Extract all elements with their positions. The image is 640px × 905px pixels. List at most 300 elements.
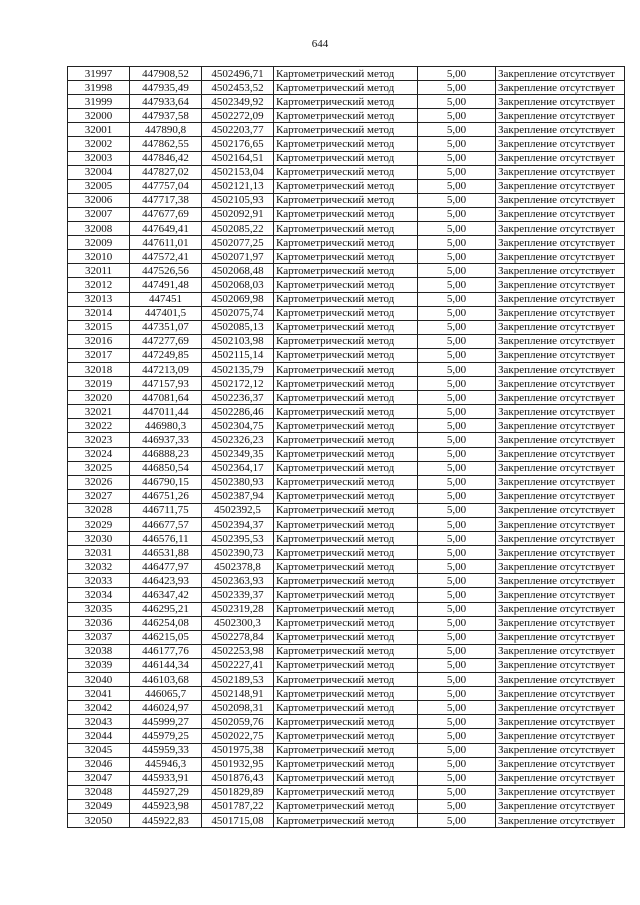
point-number-cell: 32016 [68,334,130,348]
x-coordinate-cell: 447011,44 [130,405,202,419]
x-coordinate-cell: 445999,27 [130,715,202,729]
error-cell: 5,00 [418,729,496,743]
table-row [68,644,625,658]
method-cell: Картометрический метод [274,489,418,503]
x-coordinate-cell: 447213,09 [130,362,202,376]
x-coordinate-cell: 447757,04 [130,179,202,193]
error-cell: 5,00 [418,165,496,179]
fixation-cell: Закрепление отсутствует [496,278,625,292]
x-coordinate-cell: 447277,69 [130,334,202,348]
table-row [68,616,625,630]
error-cell: 5,00 [418,264,496,278]
error-cell: 5,00 [418,475,496,489]
x-coordinate-cell: 446937,33 [130,433,202,447]
table-row [68,222,625,236]
fixation-cell: Закрепление отсутствует [496,405,625,419]
fixation-cell: Закрепление отсутствует [496,574,625,588]
method-cell: Картометрический метод [274,715,418,729]
point-number-cell: 32025 [68,461,130,475]
method-cell: Картометрический метод [274,264,418,278]
fixation-cell: Закрепление отсутствует [496,151,625,165]
method-cell: Картометрический метод [274,701,418,715]
x-coordinate-cell: 447157,93 [130,377,202,391]
method-cell: Картометрический метод [274,813,418,827]
x-coordinate-cell: 447401,5 [130,306,202,320]
method-cell: Картометрический метод [274,250,418,264]
error-cell: 5,00 [418,461,496,475]
y-coordinate-cell: 4502319,28 [202,602,274,616]
x-coordinate-cell: 446103,68 [130,673,202,687]
point-number-cell: 32012 [68,278,130,292]
x-coordinate-cell: 447933,64 [130,95,202,109]
method-cell: Картометрический метод [274,391,418,405]
point-number-cell: 32050 [68,813,130,827]
x-coordinate-cell: 447526,56 [130,264,202,278]
fixation-cell: Закрепление отсутствует [496,165,625,179]
fixation-cell: Закрепление отсутствует [496,673,625,687]
error-cell: 5,00 [418,588,496,602]
error-cell: 5,00 [418,109,496,123]
error-cell: 5,00 [418,334,496,348]
error-cell: 5,00 [418,813,496,827]
error-cell: 5,00 [418,433,496,447]
method-cell: Картометрический метод [274,503,418,517]
point-number-cell: 32019 [68,377,130,391]
x-coordinate-cell: 447351,07 [130,320,202,334]
method-cell: Картометрический метод [274,81,418,95]
fixation-cell: Закрепление отсутствует [496,320,625,334]
method-cell: Картометрический метод [274,292,418,306]
x-coordinate-cell: 447935,49 [130,81,202,95]
error-cell: 5,00 [418,405,496,419]
error-cell: 5,00 [418,278,496,292]
coordinates-table-body [68,67,625,828]
fixation-cell: Закрепление отсутствует [496,546,625,560]
method-cell: Картометрический метод [274,574,418,588]
point-number-cell: 32026 [68,475,130,489]
table-row [68,292,625,306]
y-coordinate-cell: 4502326,23 [202,433,274,447]
table-row [68,658,625,672]
error-cell: 5,00 [418,771,496,785]
table-row [68,320,625,334]
point-number-cell: 32023 [68,433,130,447]
x-coordinate-cell: 447649,41 [130,222,202,236]
fixation-cell: Закрепление отсутствует [496,447,625,461]
fixation-cell: Закрепление отсутствует [496,532,625,546]
x-coordinate-cell: 447890,8 [130,123,202,137]
y-coordinate-cell: 4502103,98 [202,334,274,348]
fixation-cell: Закрепление отсутствует [496,95,625,109]
fixation-cell: Закрепление отсутствует [496,658,625,672]
point-number-cell: 31997 [68,67,130,81]
error-cell: 5,00 [418,644,496,658]
y-coordinate-cell: 4502304,75 [202,419,274,433]
fixation-cell: Закрепление отсутствует [496,644,625,658]
method-cell: Картометрический метод [274,405,418,419]
method-cell: Картометрический метод [274,687,418,701]
y-coordinate-cell: 4502098,31 [202,701,274,715]
point-number-cell: 32021 [68,405,130,419]
error-cell: 5,00 [418,673,496,687]
point-number-cell: 32032 [68,560,130,574]
y-coordinate-cell: 4502378,8 [202,560,274,574]
y-coordinate-cell: 4501829,89 [202,785,274,799]
error-cell: 5,00 [418,518,496,532]
fixation-cell: Закрепление отсутствует [496,207,625,221]
method-cell: Картометрический метод [274,644,418,658]
error-cell: 5,00 [418,193,496,207]
x-coordinate-cell: 447451 [130,292,202,306]
y-coordinate-cell: 4502395,53 [202,532,274,546]
point-number-cell: 32048 [68,785,130,799]
table-row [68,673,625,687]
method-cell: Картометрический метод [274,207,418,221]
y-coordinate-cell: 4502022,75 [202,729,274,743]
y-coordinate-cell: 4501975,38 [202,743,274,757]
table-row [68,588,625,602]
error-cell: 5,00 [418,757,496,771]
error-cell: 5,00 [418,348,496,362]
x-coordinate-cell: 446423,93 [130,574,202,588]
point-number-cell: 32038 [68,644,130,658]
table-row [68,518,625,532]
point-number-cell: 32036 [68,616,130,630]
fixation-cell: Закрепление отсутствует [496,348,625,362]
error-cell: 5,00 [418,362,496,376]
point-number-cell: 32042 [68,701,130,715]
error-cell: 5,00 [418,743,496,757]
table-row [68,250,625,264]
method-cell: Картометрический метод [274,109,418,123]
method-cell: Картометрический метод [274,419,418,433]
table-row [68,729,625,743]
method-cell: Картометрический метод [274,475,418,489]
table-row [68,109,625,123]
x-coordinate-cell: 446790,15 [130,475,202,489]
method-cell: Картометрический метод [274,757,418,771]
y-coordinate-cell: 4502227,41 [202,658,274,672]
x-coordinate-cell: 447081,64 [130,391,202,405]
table-row [68,123,625,137]
fixation-cell: Закрепление отсутствует [496,729,625,743]
table-row [68,503,625,517]
error-cell: 5,00 [418,560,496,574]
y-coordinate-cell: 4502453,52 [202,81,274,95]
error-cell: 5,00 [418,701,496,715]
point-number-cell: 32024 [68,447,130,461]
y-coordinate-cell: 4502349,92 [202,95,274,109]
table-row [68,391,625,405]
point-number-cell: 32049 [68,799,130,813]
table-row [68,236,625,250]
table-row [68,264,625,278]
x-coordinate-cell: 447862,55 [130,137,202,151]
method-cell: Картометрический метод [274,334,418,348]
point-number-cell: 32030 [68,532,130,546]
point-number-cell: 32009 [68,236,130,250]
error-cell: 5,00 [418,137,496,151]
point-number-cell: 32010 [68,250,130,264]
x-coordinate-cell: 447611,01 [130,236,202,250]
point-number-cell: 32044 [68,729,130,743]
error-cell: 5,00 [418,306,496,320]
error-cell: 5,00 [418,123,496,137]
method-cell: Картометрический метод [274,729,418,743]
y-coordinate-cell: 4502363,93 [202,574,274,588]
method-cell: Картометрический метод [274,67,418,81]
x-coordinate-cell: 446850,54 [130,461,202,475]
method-cell: Картометрический метод [274,137,418,151]
y-coordinate-cell: 4502394,37 [202,518,274,532]
fixation-cell: Закрепление отсутствует [496,236,625,250]
y-coordinate-cell: 4502068,48 [202,264,274,278]
y-coordinate-cell: 4502272,09 [202,109,274,123]
error-cell: 5,00 [418,447,496,461]
x-coordinate-cell: 446254,08 [130,616,202,630]
fixation-cell: Закрепление отсутствует [496,489,625,503]
error-cell: 5,00 [418,391,496,405]
fixation-cell: Закрепление отсутствует [496,518,625,532]
fixation-cell: Закрепление отсутствует [496,377,625,391]
point-number-cell: 32035 [68,602,130,616]
method-cell: Картометрический метод [274,518,418,532]
x-coordinate-cell: 447827,02 [130,165,202,179]
error-cell: 5,00 [418,81,496,95]
point-number-cell: 32014 [68,306,130,320]
point-number-cell: 32022 [68,419,130,433]
table-row [68,715,625,729]
fixation-cell: Закрепление отсутствует [496,799,625,813]
x-coordinate-cell: 446477,97 [130,560,202,574]
x-coordinate-cell: 445927,29 [130,785,202,799]
x-coordinate-cell: 445959,33 [130,743,202,757]
y-coordinate-cell: 4502253,98 [202,644,274,658]
table-row [68,306,625,320]
fixation-cell: Закрепление отсутствует [496,771,625,785]
point-number-cell: 32020 [68,391,130,405]
fixation-cell: Закрепление отсутствует [496,701,625,715]
error-cell: 5,00 [418,546,496,560]
table-row [68,95,625,109]
fixation-cell: Закрепление отсутствует [496,67,625,81]
fixation-cell: Закрепление отсутствует [496,461,625,475]
fixation-cell: Закрепление отсутствует [496,687,625,701]
point-number-cell: 32027 [68,489,130,503]
y-coordinate-cell: 4502153,04 [202,165,274,179]
table-row [68,630,625,644]
point-number-cell: 32039 [68,658,130,672]
fixation-cell: Закрепление отсутствует [496,250,625,264]
fixation-cell: Закрепление отсутствует [496,588,625,602]
error-cell: 5,00 [418,320,496,334]
point-number-cell: 32046 [68,757,130,771]
fixation-cell: Закрепление отсутствует [496,602,625,616]
fixation-cell: Закрепление отсутствует [496,81,625,95]
fixation-cell: Закрепление отсутствует [496,123,625,137]
method-cell: Картометрический метод [274,658,418,672]
fixation-cell: Закрепление отсутствует [496,137,625,151]
error-cell: 5,00 [418,207,496,221]
fixation-cell: Закрепление отсутствует [496,222,625,236]
table-row [68,362,625,376]
x-coordinate-cell: 446024,97 [130,701,202,715]
x-coordinate-cell: 446531,88 [130,546,202,560]
y-coordinate-cell: 4502069,98 [202,292,274,306]
x-coordinate-cell: 446751,26 [130,489,202,503]
method-cell: Картометрический метод [274,602,418,616]
x-coordinate-cell: 447572,41 [130,250,202,264]
fixation-cell: Закрепление отсутствует [496,306,625,320]
method-cell: Картометрический метод [274,193,418,207]
y-coordinate-cell: 4502135,79 [202,362,274,376]
table-row [68,785,625,799]
method-cell: Картометрический метод [274,179,418,193]
method-cell: Картометрический метод [274,546,418,560]
table-row [68,560,625,574]
error-cell: 5,00 [418,419,496,433]
y-coordinate-cell: 4502121,13 [202,179,274,193]
table-row [68,799,625,813]
point-number-cell: 32037 [68,630,130,644]
x-coordinate-cell: 447677,69 [130,207,202,221]
error-cell: 5,00 [418,222,496,236]
method-cell: Картометрический метод [274,532,418,546]
point-number-cell: 32047 [68,771,130,785]
y-coordinate-cell: 4502075,74 [202,306,274,320]
error-cell: 5,00 [418,574,496,588]
point-number-cell: 32001 [68,123,130,137]
table-row [68,377,625,391]
method-cell: Картометрический метод [274,630,418,644]
point-number-cell: 32005 [68,179,130,193]
point-number-cell: 32031 [68,546,130,560]
fixation-cell: Закрепление отсутствует [496,813,625,827]
table-row [68,489,625,503]
error-cell: 5,00 [418,377,496,391]
error-cell: 5,00 [418,67,496,81]
fixation-cell: Закрепление отсутствует [496,292,625,306]
method-cell: Картометрический метод [274,278,418,292]
error-cell: 5,00 [418,250,496,264]
error-cell: 5,00 [418,616,496,630]
method-cell: Картометрический метод [274,673,418,687]
table-row [68,475,625,489]
y-coordinate-cell: 4502349,35 [202,447,274,461]
table-row [68,771,625,785]
x-coordinate-cell: 447846,42 [130,151,202,165]
y-coordinate-cell: 4502496,71 [202,67,274,81]
y-coordinate-cell: 4502392,5 [202,503,274,517]
fixation-cell: Закрепление отсутствует [496,475,625,489]
y-coordinate-cell: 4501932,95 [202,757,274,771]
table-row [68,574,625,588]
point-number-cell: 32040 [68,673,130,687]
point-number-cell: 32007 [68,207,130,221]
method-cell: Картометрический метод [274,799,418,813]
method-cell: Картометрический метод [274,362,418,376]
fixation-cell: Закрепление отсутствует [496,334,625,348]
fixation-cell: Закрепление отсутствует [496,264,625,278]
fixation-cell: Закрепление отсутствует [496,419,625,433]
method-cell: Картометрический метод [274,588,418,602]
table-row [68,81,625,95]
y-coordinate-cell: 4502059,76 [202,715,274,729]
fixation-cell: Закрепление отсутствует [496,179,625,193]
method-cell: Картометрический метод [274,165,418,179]
fixation-cell: Закрепление отсутствует [496,743,625,757]
method-cell: Картометрический метод [274,348,418,362]
method-cell: Картометрический метод [274,236,418,250]
x-coordinate-cell: 447249,85 [130,348,202,362]
coordinates-table [67,66,625,828]
x-coordinate-cell: 446980,3 [130,419,202,433]
fixation-cell: Закрепление отсутствует [496,433,625,447]
table-row [68,193,625,207]
point-number-cell: 32017 [68,348,130,362]
table-row [68,447,625,461]
method-cell: Картометрический метод [274,306,418,320]
point-number-cell: 32002 [68,137,130,151]
error-cell: 5,00 [418,151,496,165]
x-coordinate-cell: 446576,11 [130,532,202,546]
y-coordinate-cell: 4501787,22 [202,799,274,813]
error-cell: 5,00 [418,687,496,701]
point-number-cell: 32043 [68,715,130,729]
method-cell: Картометрический метод [274,743,418,757]
method-cell: Картометрический метод [274,377,418,391]
table-row [68,433,625,447]
fixation-cell: Закрепление отсутствует [496,193,625,207]
fixation-cell: Закрепление отсутствует [496,715,625,729]
error-cell: 5,00 [418,785,496,799]
page-number: 644 [311,38,329,50]
y-coordinate-cell: 4502115,14 [202,348,274,362]
y-coordinate-cell: 4502286,46 [202,405,274,419]
y-coordinate-cell: 4501715,08 [202,813,274,827]
table-row [68,334,625,348]
point-number-cell: 32000 [68,109,130,123]
y-coordinate-cell: 4502339,37 [202,588,274,602]
x-coordinate-cell: 447908,52 [130,67,202,81]
error-cell: 5,00 [418,292,496,306]
error-cell: 5,00 [418,179,496,193]
y-coordinate-cell: 4502068,03 [202,278,274,292]
method-cell: Картометрический метод [274,320,418,334]
y-coordinate-cell: 4502085,22 [202,222,274,236]
fixation-cell: Закрепление отсутствует [496,630,625,644]
fixation-cell: Закрепление отсутствует [496,785,625,799]
point-number-cell: 32034 [68,588,130,602]
method-cell: Картометрический метод [274,447,418,461]
table-row [68,546,625,560]
x-coordinate-cell: 447937,58 [130,109,202,123]
x-coordinate-cell: 447717,38 [130,193,202,207]
y-coordinate-cell: 4502164,51 [202,151,274,165]
fixation-cell: Закрепление отсутствует [496,503,625,517]
y-coordinate-cell: 4502148,91 [202,687,274,701]
table-row [68,757,625,771]
table-row [68,67,625,81]
y-coordinate-cell: 4502077,25 [202,236,274,250]
y-coordinate-cell: 4502203,77 [202,123,274,137]
x-coordinate-cell: 445946,3 [130,757,202,771]
method-cell: Картометрический метод [274,461,418,475]
x-coordinate-cell: 446347,42 [130,588,202,602]
table-row [68,179,625,193]
method-cell: Картометрический метод [274,560,418,574]
y-coordinate-cell: 4502390,73 [202,546,274,560]
